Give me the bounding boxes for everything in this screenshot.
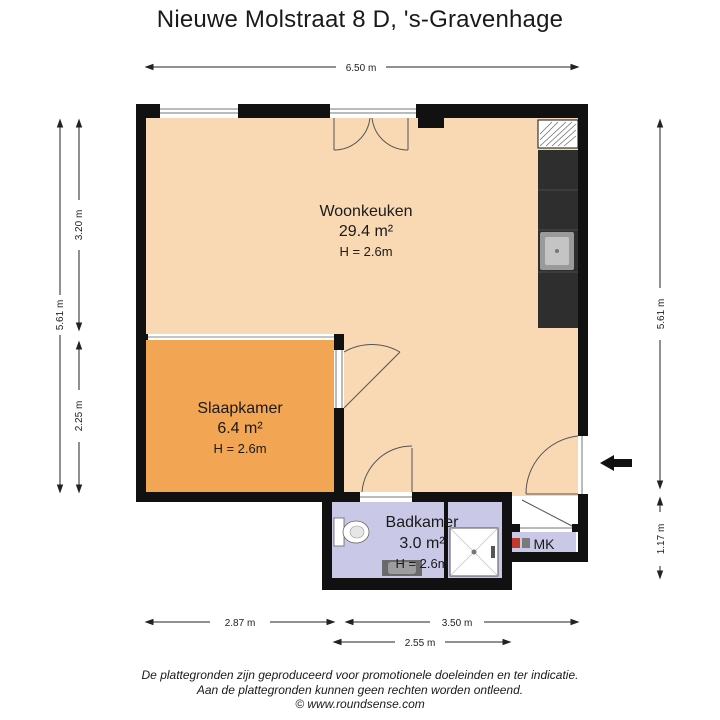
dim-bottom-right: 3.50 m bbox=[441, 618, 473, 629]
slaapkamer-area: 6.4 m² bbox=[217, 420, 263, 437]
mk-door bbox=[520, 500, 572, 532]
plan-title: Nieuwe Molstraat 8 D, 's-Gravenhage bbox=[156, 6, 564, 33]
window-top-door bbox=[330, 104, 416, 118]
dim-left-total: 5.61 m bbox=[55, 299, 66, 331]
mk-name: MK bbox=[533, 536, 555, 552]
slaapkamer-height: H = 2.6m bbox=[213, 441, 267, 456]
woonkeuken-area: 29.4 m² bbox=[338, 223, 394, 240]
kitchen-counter bbox=[538, 120, 578, 328]
bedroom-window bbox=[148, 334, 334, 340]
dim-right-total: 5.61 m bbox=[656, 298, 667, 330]
woonkeuken-height: H = 2.6m bbox=[339, 244, 393, 259]
disclaimer-line-2: Aan de plattegronden kunnen geen rechten worden ontleend. bbox=[196, 682, 524, 697]
dim-left-lower: 2.25 m bbox=[74, 400, 85, 432]
dim-bottom-inner: 2.55 m bbox=[404, 638, 436, 649]
entrance-arrow-icon bbox=[600, 455, 632, 471]
badkamer-name: Badkamer bbox=[385, 514, 459, 531]
badkamer-area: 3.0 m² bbox=[399, 535, 445, 552]
dim-top-width: 6.50 m bbox=[345, 63, 377, 74]
dim-bottom-left: 2.87 m bbox=[224, 618, 256, 629]
disclaimer bbox=[0, 668, 720, 712]
dim-left-upper: 3.20 m bbox=[74, 209, 85, 241]
dim-right-lower: 1.17 m bbox=[656, 523, 667, 555]
disclaimer-copyright[interactable]: © www.roundsense.com bbox=[295, 697, 425, 711]
shower-icon bbox=[450, 528, 498, 576]
badkamer-height: H = 2.6m bbox=[395, 556, 449, 571]
slaapkamer-name: Slaapkamer bbox=[197, 400, 283, 417]
disclaimer-line-1: De plattegronden zijn geproduceerd voor promotionele doeleinden en ter indicatie. bbox=[141, 668, 579, 682]
sink-icon bbox=[540, 232, 574, 270]
woonkeuken-name: Woonkeuken bbox=[319, 203, 413, 220]
window-top-left bbox=[160, 104, 238, 118]
